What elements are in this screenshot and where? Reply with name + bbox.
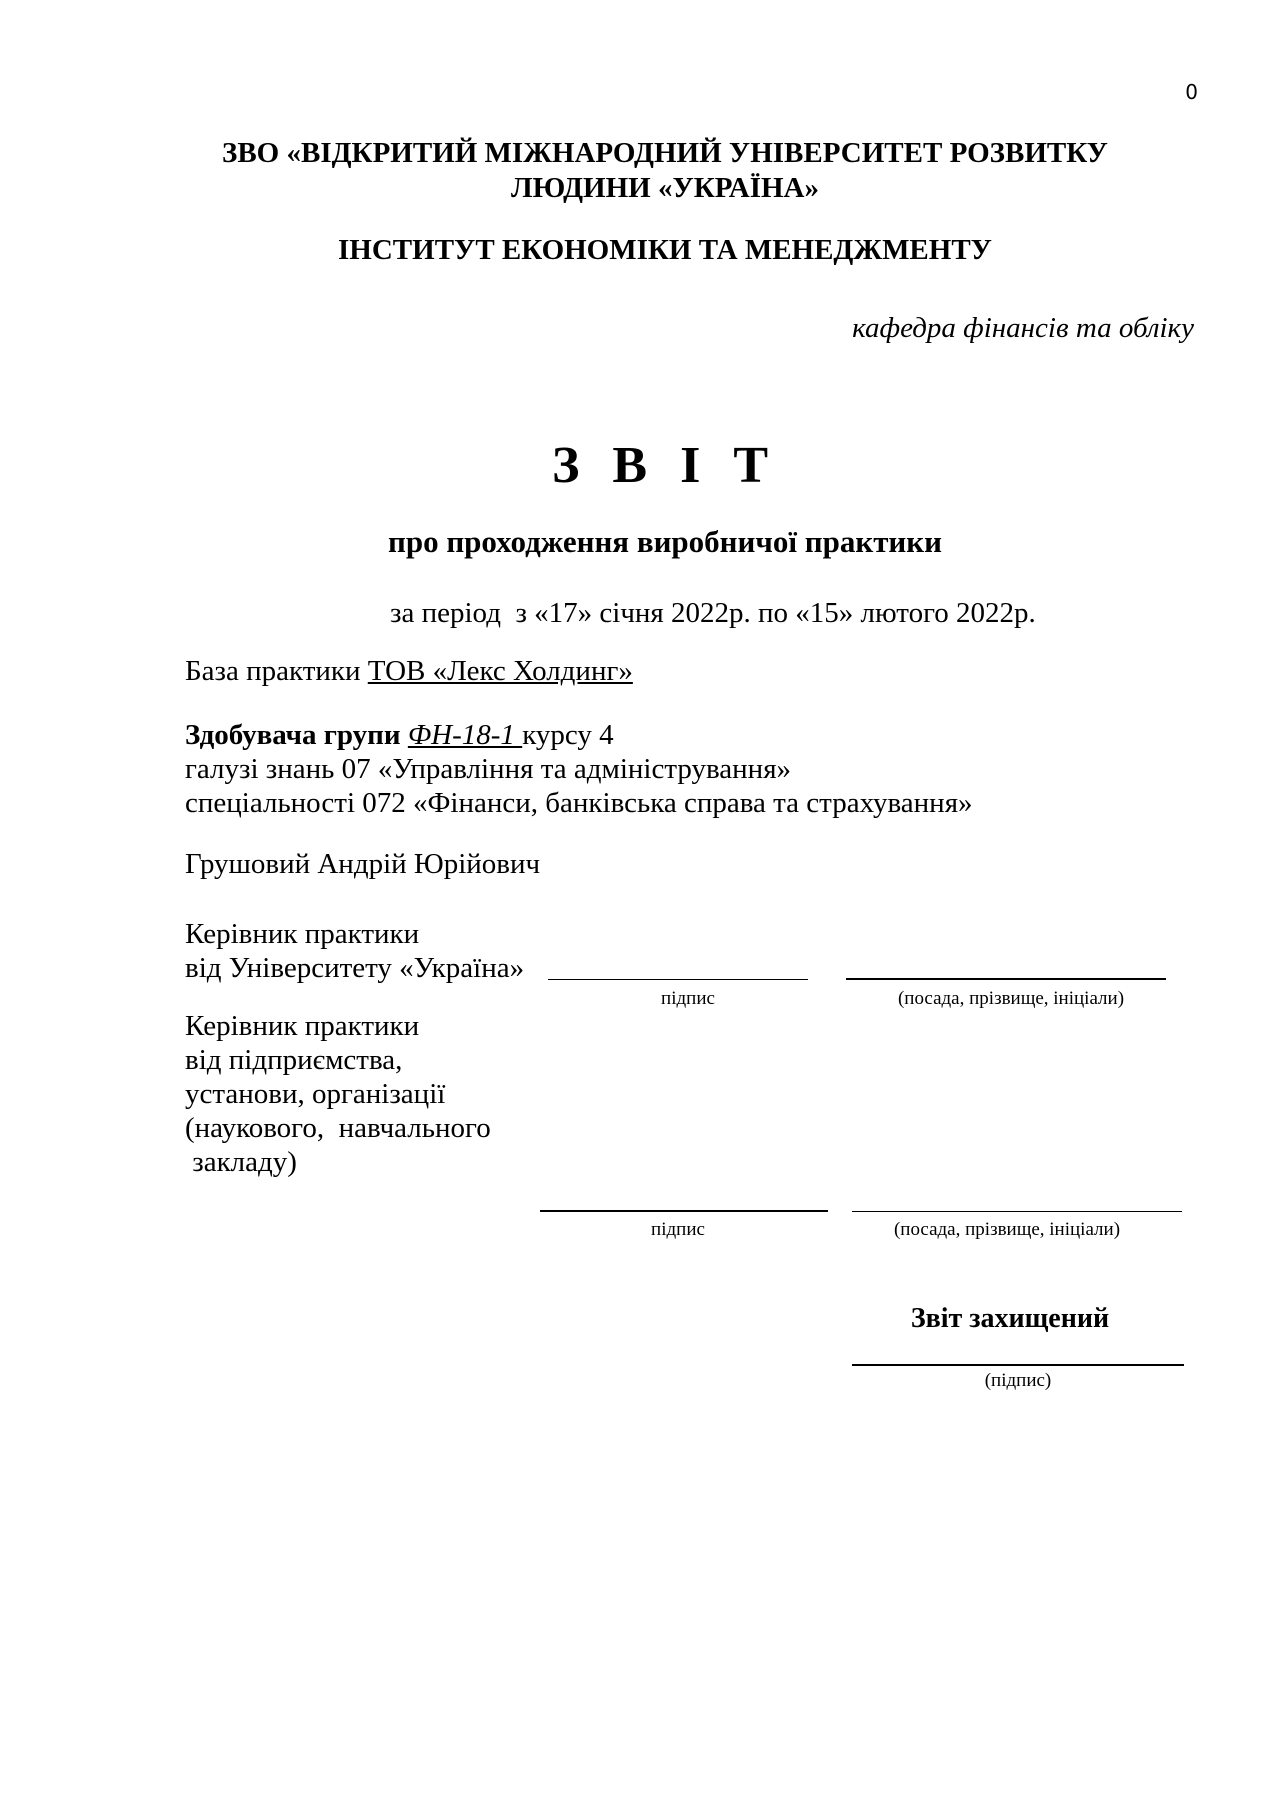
page-number: 0 [1185,80,1198,104]
enterprise-supervisor-line1: Керівник практики [185,1010,420,1042]
practice-base-value: ТОВ «Лекс Холдинг» [367,655,633,687]
student-group-label: Здобувача групи [185,719,408,751]
defense-signature-line [852,1364,1184,1366]
student-specialty: спеціальності 072 «Фінанси, банківська справа та страхування» [185,787,973,819]
department-name: кафедра фінансів та обліку [852,312,1194,344]
report-title: З В І Т [551,437,779,494]
university-name [185,136,1145,206]
university-position-line [846,978,1166,980]
institute-name: ІНСТИТУТ ЕКОНОМІКИ ТА МЕНЕДЖМЕНТУ [338,234,992,266]
enterprise-supervisor-line4: (наукового, навчального [185,1112,491,1144]
university-supervisor-line2: від Університету «Україна» [185,952,532,984]
university-name-line1: ЗВО «ВІДКРИТИЙ МІЖНАРОДНИЙ УНІВЕРСИТЕТ РОЗВИТКУ [222,137,1108,169]
enterprise-supervisor-line2: від підприємства, [185,1044,403,1076]
student-group-value: ФН-18-1 [407,719,523,751]
student-course: курсу 4 [522,719,614,751]
report-subtitle: про проходження виробничої практики [387,524,943,559]
enterprise-signature-line [540,1210,828,1212]
report-period: за період з «17» січня 2022р. по «15» лютого 2022р. [390,597,1036,629]
defense-signature-caption: (підпис) [984,1370,1052,1391]
student-name: Грушовий Андрій Юрійович [185,848,541,880]
practice-base [185,655,633,688]
university-position-caption: (посада, прізвище, ініціали) [897,988,1125,1009]
enterprise-position-caption: (посада, прізвище, ініціали) [893,1219,1121,1240]
report-defended-label: Звіт захищений [910,1303,1110,1334]
enterprise-signature-caption: підпис [651,1219,705,1240]
enterprise-supervisor-line5: закладу) [185,1146,297,1178]
university-signature-caption: підпис [661,988,715,1009]
university-supervisor-line1: Керівник практики [185,918,420,950]
practice-base-label: База практики [185,655,368,687]
university-name-line2: ЛЮДИНИ «УКРАЇНА» [511,172,819,204]
enterprise-position-line [852,1211,1182,1212]
student-field: галузі знань 07 «Управління та адміністрування» [185,753,792,785]
enterprise-supervisor-line3: установи, організації [185,1078,446,1110]
university-signature-line [548,979,808,980]
student-group [185,719,614,752]
